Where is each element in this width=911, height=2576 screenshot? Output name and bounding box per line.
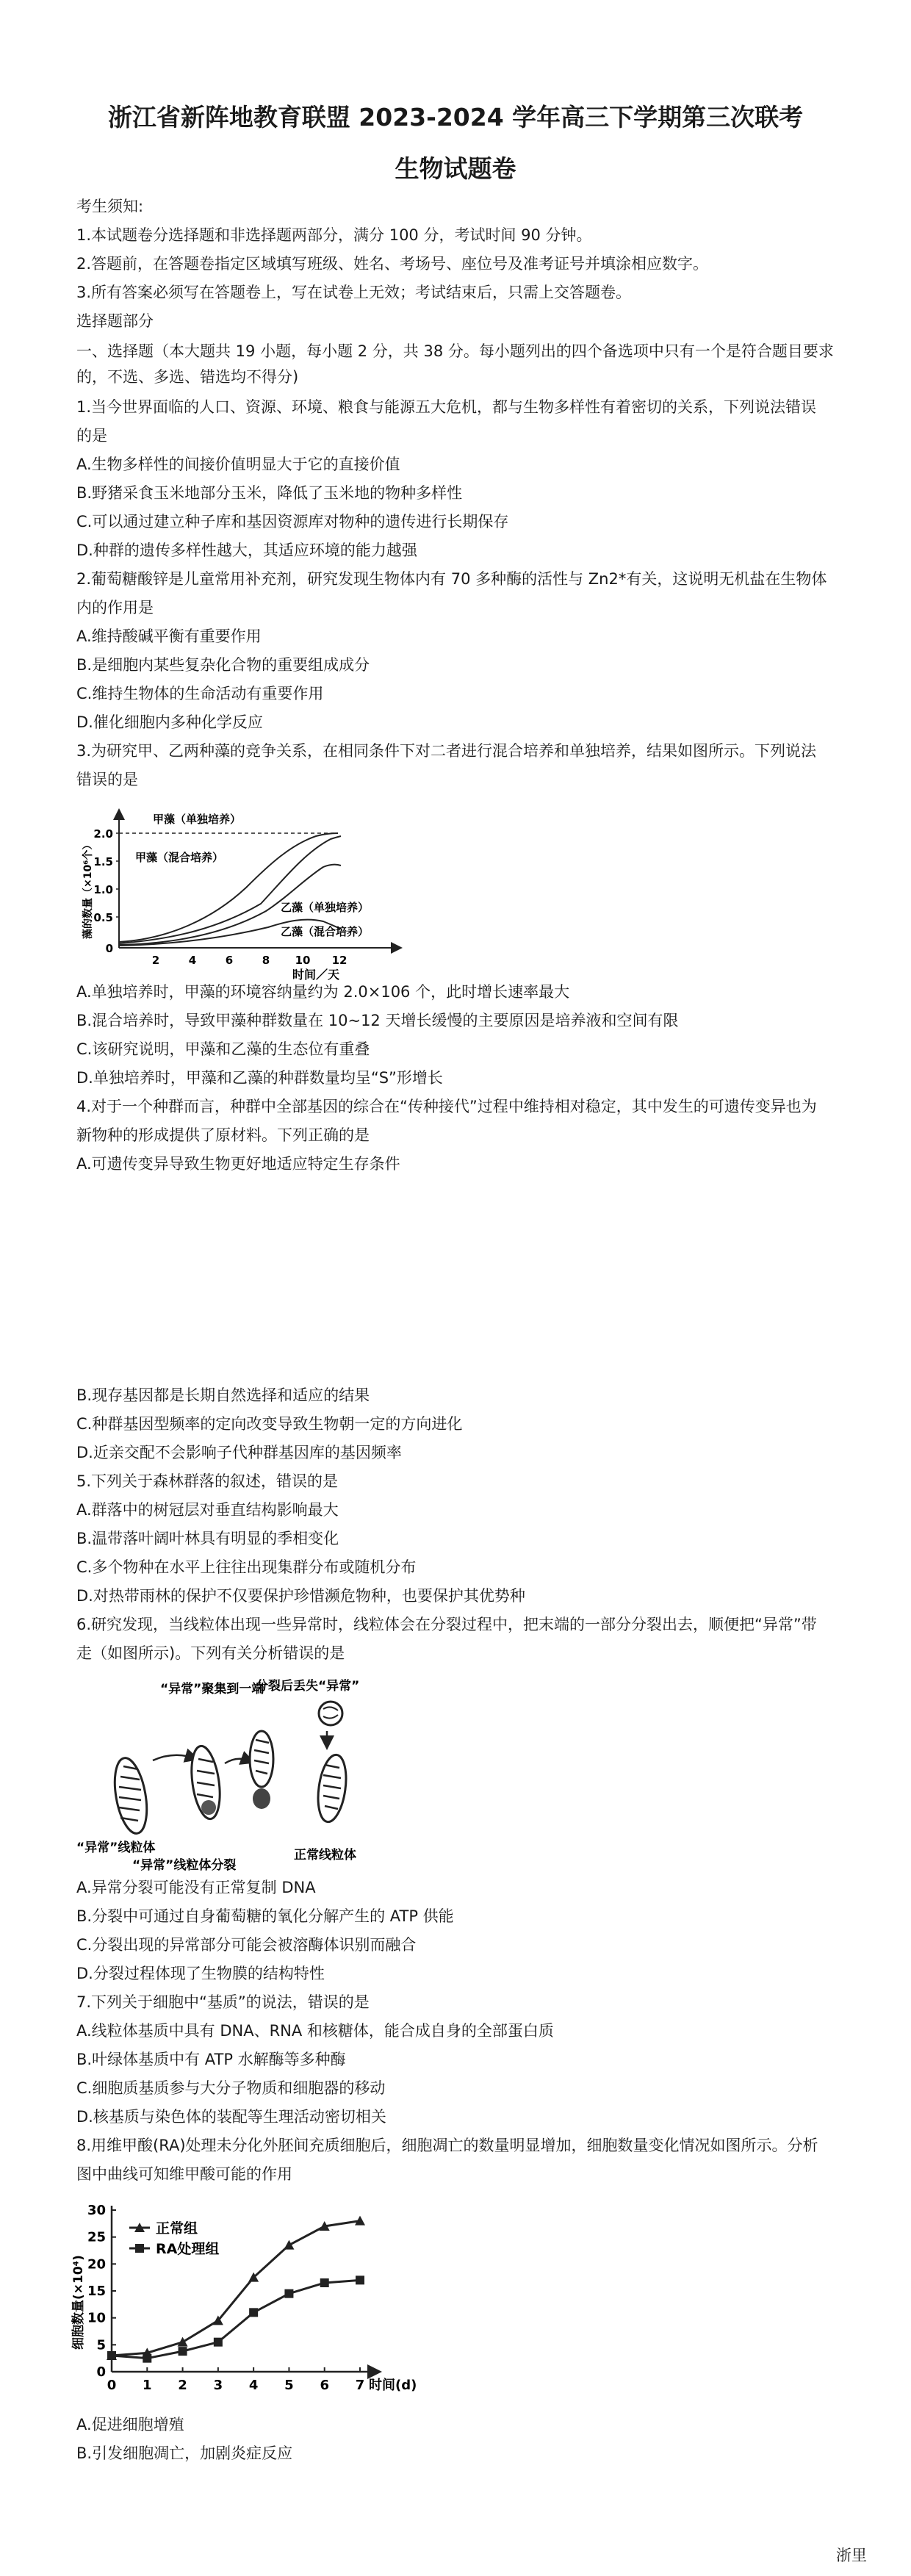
option-a: A.单独培养时，甲藻的环境容纳量约为 2.0×106 个，此时增长速率最大 bbox=[76, 983, 570, 1001]
x-tick-label: 6 bbox=[320, 2378, 329, 2393]
y-tick-label: 0.5 bbox=[93, 911, 113, 924]
data-point bbox=[284, 2240, 294, 2250]
y-axis-label: 细胞数量(×10⁴) bbox=[71, 2255, 86, 2350]
x-tick-label: 2 bbox=[178, 2378, 187, 2393]
arrow bbox=[153, 1755, 192, 1760]
arrow bbox=[225, 1759, 248, 1763]
y-axis-label: 藻的数量（×10⁶个） bbox=[82, 839, 94, 939]
x-axis-label: 时间／天 bbox=[292, 968, 340, 982]
option-d: D.对热带雨林的保护不仅要保护珍惜濒危物种，也要保护其优势种 bbox=[76, 1587, 525, 1605]
option-b: B.引发细胞凋亡，加剧炎症反应 bbox=[76, 2444, 293, 2462]
data-point bbox=[107, 2351, 116, 2360]
option-b: B.是细胞内某些复杂化合物的重要组成成分 bbox=[76, 656, 370, 674]
gathering-mitochondrion bbox=[187, 1744, 224, 1821]
y-tick-label: 20 bbox=[87, 2256, 106, 2273]
question-stem: 的是 bbox=[76, 427, 107, 445]
y-tick-label: 10 bbox=[87, 2310, 106, 2326]
option-a: A.可遗传变异导致生物更好地适应特定生存条件 bbox=[76, 1155, 400, 1173]
x-axis-label: 时间(d) bbox=[369, 2378, 417, 2393]
exam-subtitle: 生物试题卷 bbox=[395, 154, 516, 183]
option-c: C.多个物种在水平上往往出现集群分布或随机分布 bbox=[76, 1558, 417, 1576]
option-c: C.种群基因型频率的定向改变导致生物朝一定的方向进化 bbox=[76, 1415, 463, 1433]
question-stem: 8.用维甲酸(RA)处理未分化外胚间充质细胞后，细胞凋亡的数量明显增加，细胞数量变化情况如图所示。分析 bbox=[76, 2137, 818, 2154]
question-stem: 1.当今世界面临的人口、资源、环境、粮食与能源五大危机，都与生物多样性有着密切的关系，下列说法错误 bbox=[76, 398, 817, 416]
question-stem: 3.为研究甲、乙两种藻的竞争关系，在相同条件下对二者进行混合培养和单独培养，结果如图所示。下列说法 bbox=[76, 742, 817, 760]
option-d: D.分裂过程体现了生物膜的结构特性 bbox=[76, 1965, 325, 1982]
option-b: B.温带落叶阔叶林具有明显的季相变化 bbox=[76, 1530, 339, 1547]
y-tick-label: 0 bbox=[96, 2364, 106, 2380]
option-c: C.可以通过建立种子库和基因资源库对物种的遗传进行长期保存 bbox=[76, 513, 509, 530]
question-stem: 5.下列关于森林群落的叙述，错误的是 bbox=[76, 1472, 339, 1490]
option-b: B.野猪采食玉米地部分玉米，降低了玉米地的物种多样性 bbox=[76, 484, 463, 502]
x-tick-label: 4 bbox=[248, 2378, 259, 2393]
x-tick-label: 8 bbox=[262, 954, 270, 967]
x-tick-label: 7 bbox=[355, 2378, 365, 2393]
option-c: C.维持生物体的生命活动有重要作用 bbox=[76, 685, 324, 702]
page-footer: 浙里 bbox=[836, 2547, 867, 2564]
question-stem: 4.对于一个种群而言，种群中全部基因的综合在“传种接代”过程中维持相对稳定，其中发生的可遗传变异也为 bbox=[76, 1098, 817, 1115]
option-d: D.核基质与染色体的装配等生理活动密切相关 bbox=[76, 2108, 386, 2126]
dividing-mitochondrion bbox=[250, 1731, 273, 1809]
label-normal: 正常线粒体 bbox=[294, 1848, 356, 1863]
question-stem: 新物种的形成提供了原材料。下列正确的是 bbox=[76, 1126, 370, 1144]
normal-mitochondrion bbox=[314, 1753, 350, 1824]
data-point bbox=[284, 2289, 293, 2298]
data-point bbox=[178, 2337, 188, 2347]
mitochondria-figure bbox=[73, 1672, 389, 1871]
option-a: A.群落中的树冠层对垂直结构影响最大 bbox=[76, 1501, 339, 1519]
series-label: 乙藻（单独培养） bbox=[281, 901, 370, 914]
option-c: C.该研究说明，甲藻和乙藻的生态位有重叠 bbox=[76, 1040, 370, 1058]
legend-marker bbox=[135, 2244, 144, 2253]
x-tick-label: 0 bbox=[107, 2378, 117, 2393]
label-abnormal: “异常”线粒体 bbox=[76, 1841, 156, 1855]
exam-title: 浙江省新阵地教育联盟 2023-2024 学年高三下学期第三次联考 bbox=[107, 103, 804, 132]
x-tick-label: 5 bbox=[284, 2378, 294, 2393]
y-tick-label: 5 bbox=[96, 2337, 106, 2353]
option-d: D.催化细胞内多种化学反应 bbox=[76, 713, 263, 731]
option-b: B.现存基因都是长期自然选择和适应的结果 bbox=[76, 1386, 370, 1404]
label-gather: “异常”聚集到一端 bbox=[160, 1682, 264, 1697]
series-label: 甲藻（混合培养） bbox=[135, 851, 224, 864]
series-label: 甲藻（单独培养） bbox=[153, 813, 242, 826]
option-d: D.种群的遗传多样性越大，其适应环境的能力越强 bbox=[76, 542, 417, 559]
data-point bbox=[249, 2308, 258, 2317]
question-stem: 内的作用是 bbox=[76, 599, 154, 616]
notes-heading: 考生须知: bbox=[76, 198, 144, 215]
data-point bbox=[320, 2278, 329, 2287]
option-b: B.混合培养时，导致甲藻种群数量在 10~12 天增长缓慢的主要原因是培养液和空间有限 bbox=[76, 1012, 679, 1029]
question-stem: 7.下列关于细胞中“基质”的说法，错误的是 bbox=[76, 1993, 370, 2011]
label-abnormal-division: “异常”线粒体分裂 bbox=[132, 1858, 237, 1871]
question-stem: 错误的是 bbox=[76, 771, 138, 788]
data-point bbox=[214, 2338, 223, 2347]
series-label: 乙藻（混合培养） bbox=[281, 925, 370, 938]
option-a: A.线粒体基质中具有 DNA、RNA 和核糖体，能合成自身的全部蛋白质 bbox=[76, 2022, 554, 2040]
x-tick-label: 12 bbox=[331, 954, 348, 967]
algae-growth-figure bbox=[73, 801, 411, 982]
option-a: A.维持酸碱平衡有重要作用 bbox=[76, 627, 262, 645]
abnormal-mitochondrion bbox=[109, 1755, 151, 1835]
question-stem: 图中曲线可知维甲酸可能的作用 bbox=[76, 2165, 292, 2183]
section-intro: 一、选择题（本大题共 19 小题，每小题 2 分，共 38 分。每小题列出的四个备选项中只有一个是符合题目要求的，不选、多选、错选均不得分) bbox=[76, 342, 834, 386]
note-item: 2.答题前，在答题卷指定区域填写班级、姓名、考场号、座位号及准考证号并填涂相应数字。 bbox=[76, 255, 709, 273]
option-a: A.生物多样性的间接价值明显大于它的直接价值 bbox=[76, 456, 400, 473]
label-discard: 分裂后丢失“异常” bbox=[256, 1679, 360, 1694]
question-stem: 6.研究发现，当线粒体出现一些异常时，线粒体会在分裂过程中，把末端的一部分分裂出去，顺便把“异常”带 bbox=[76, 1616, 817, 1633]
option-c: C.分裂出现的异常部分可能会被溶酶体识别而融合 bbox=[76, 1936, 417, 1954]
x-tick-label: 2 bbox=[151, 954, 160, 967]
x-tick-label: 4 bbox=[188, 954, 197, 967]
legend-label: RA处理组 bbox=[156, 2241, 220, 2257]
y-tick-label: 15 bbox=[87, 2284, 106, 2299]
y-tick-label: 1.5 bbox=[93, 855, 113, 868]
series-line bbox=[112, 2280, 360, 2358]
data-point bbox=[179, 2347, 187, 2356]
discarded-fragment bbox=[319, 1702, 342, 1725]
series-line bbox=[112, 2221, 360, 2356]
y-tick-label: 2.0 bbox=[93, 827, 113, 841]
x-tick-label: 10 bbox=[295, 954, 311, 967]
option-b: B.分裂中可通过自身葡萄糖的氧化分解产生的 ATP 供能 bbox=[76, 1907, 454, 1925]
question-stem: 2.葡萄糖酸锌是儿童常用补充剂，研究发现生物体内有 70 多种酶的活性与 Zn2*有关，这说明无机盐在生物体 bbox=[76, 570, 827, 588]
option-b: B.叶绿体基质中有 ATP 水解酶等多种酶 bbox=[76, 2051, 346, 2068]
option-d: D.近亲交配不会影响子代种群基因库的基因频率 bbox=[76, 1444, 402, 1461]
y-tick-label: 30 bbox=[87, 2203, 106, 2218]
data-point bbox=[356, 2275, 364, 2284]
legend-label: 正常组 bbox=[156, 2220, 198, 2237]
x-tick-label: 3 bbox=[213, 2378, 223, 2393]
y-tick-label: 0 bbox=[105, 942, 113, 955]
x-tick-label: 1 bbox=[143, 2378, 152, 2393]
x-tick-label: 6 bbox=[225, 954, 234, 967]
option-c: C.细胞质基质参与大分子物质和细胞器的移动 bbox=[76, 2079, 386, 2097]
option-a: A.异常分裂可能没有正常复制 DNA bbox=[76, 1879, 316, 1896]
cell-count-chart bbox=[66, 2197, 448, 2407]
question-stem: 走（如图所示)。下列有关分析错误的是 bbox=[76, 1644, 345, 1662]
option-d: D.单独培养时，甲藻和乙藻的种群数量均呈“S”形增长 bbox=[76, 1069, 443, 1087]
y-tick-label: 25 bbox=[87, 2229, 106, 2245]
note-item: 1.本试题卷分选择题和非选择题两部分，满分 100 分，考试时间 90 分钟。 bbox=[76, 226, 592, 244]
data-point bbox=[143, 2354, 151, 2363]
option-a: A.促进细胞增殖 bbox=[76, 2416, 184, 2433]
note-item: 3.所有答案必须写在答题卷上，写在试卷上无效；考试结束后，只需上交答题卷。 bbox=[76, 284, 632, 301]
y-tick-label: 1.0 bbox=[93, 883, 113, 896]
section-label: 选择题部分 bbox=[76, 312, 154, 330]
